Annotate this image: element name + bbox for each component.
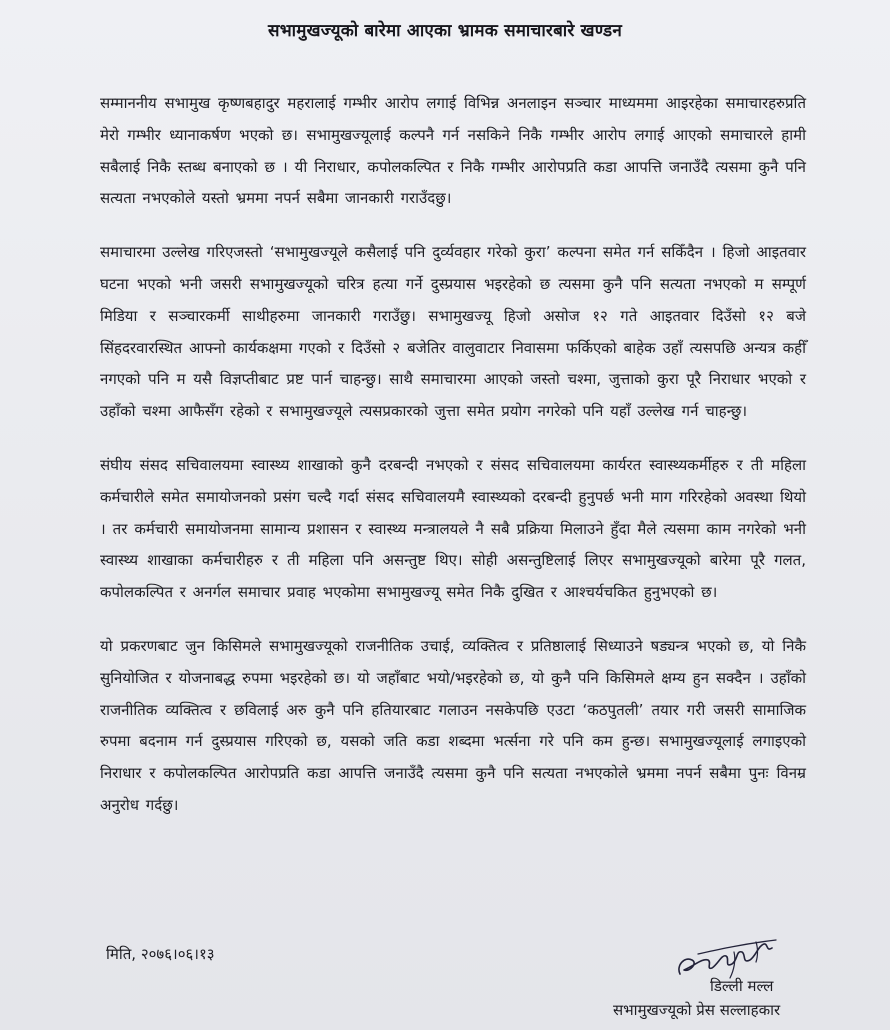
signer-name: डिल्ली मल्ल (710, 977, 774, 995)
paragraph-4: यो प्रकरणबाट जुन किसिमले सभामुखज्यूको राजनीतिक उचाई, व्यक्तित्व र प्रतिष्ठालाई सिध्याउने षड्यन्त्र भएको छ, यो निकै सुनियोजित र योजनाबद्ध रुपमा भइरहेको छ। यो जहाँबाट भयो/भइरहेको छ, यो कुनै पनि किसिमले क्षम्य हुन सक्दैन । उहाँको राजनीतिक व्यक्तित्व र छविलाई अरु कुनै पनि हतियारबाट गलाउन नसकेपछि एउटा ‘कठपुतली’ तयार गरी जसरी सामाजिक रुपमा बदनाम गर्न दुस्प्रयास गरिएको छ, यसको जति कडा शब्दमा भर्त्सना गरे पनि कम हुन्छ। सभामुखज्यूलाई लगाइएको निराधार र कपोलकल्पित आरोपप्रति कडा आपत्ति जनाउँदै त्यसमा कुनै पनि सत्यता नभएकोले भ्रममा नपर्न सबैमा पुनः विनम्र अनुरोध गर्दछु। (100, 636, 806, 814)
signer-title: सभामुखज्यूको प्रेस सल्लाहकार (613, 1001, 781, 1019)
paragraph-1: सम्माननीय सभामुख कृष्णबहादुर महरालाई गम्भीर आरोप लगाई विभिन्न अनलाइन सञ्चार माध्यममा आइरहेका समाचारहरुप्रति मेरो गम्भीर ध्यानाकर्षण भएको छ। सभामुखज्यूलाई कल्पनै गर्न नसकिने निकै गम्भीर आरोप लगाई आएको समाचारले हामी सबैलाई निकै स्तब्ध बनाएको छ । यी निराधार, कपोलकल्पित र निकै गम्भीर आरोपप्रति कडा आपत्ति जनाउँदै त्यसमा कुनै पनि सत्यता नभएकोले यस्तो भ्रममा नपर्न सबैमा जानकारी गराउँदछु। (100, 94, 806, 208)
document-title: सभामुखज्यूको बारेमा आएका भ्रामक समाचारबारे खण्डन (268, 21, 622, 41)
document-date: मिति, २०७६।०६।१३ (106, 945, 215, 963)
paragraph-2: समाचारमा उल्लेख गरिएजस्तो ‘सभामुखज्यूले कसैलाई पनि दुर्व्यवहार गरेको कुरा’ कल्पना समेत गर्न सकिँदैन । हिजो आइतवार घटना भएको भनी जसरी सभामुखज्यूको चरित्र हत्या गर्ने दुस्प्रयास भइरहेको छ त्यसमा कुनै पनि सत्यता नभएको म सम्पूर्ण मिडिया र सञ्चारकर्मी साथीहरुमा जानकारी गराउँछु। सभामुखज्यू हिजो असोज १२ गते आइतवार दिउँसो १२ बजे सिंहदरवारस्थित आफ्नो कार्यकक्षमा गएको र दिउँसो २ बजेतिर वालुवाटार निवासमा फर्किएको बाहेक उहाँ त्यसपछि अन्यत्र कहीँ नगएको पनि म यसै विज्ञप्तीबाट प्रष्ट पार्न चाहन्छु। साथै समाचारमा आएको जस्तो चश्मा, जुत्ताको कुरा पूरै निराधार भएको र उहाँको चश्मा आफैसँग रहेको र सभामुखज्यूले त्यसप्रकारको जुत्ता समेत प्रयोग नगरेको पनि यहाँ उल्लेख गर्न चाहन्छु। (100, 243, 806, 421)
document-body (100, 88, 806, 844)
paragraph-3: संघीय संसद सचिवालयमा स्वास्थ्य शाखाको कुनै दरबन्दी नभएको र संसद सचिवालयमा कार्यरत स्वास्थ्यकर्मीहरु र ती महिला कर्मचारीले समेत समायोजनको प्रसंग चल्दै गर्दा संसद सचिवालयमै स्वास्थ्यको दरबन्दी हुनुपर्छ भनी माग गरिरहेको अवस्था थियो । तर कर्मचारी समायोजनमा सामान्य प्रशासन र स्वास्थ्य मन्त्रालयले नै सबै प्रक्रिया मिलाउने हुँदा मैले त्यसमा काम नगरेको भनी स्वास्थ्य शाखाका कर्मचारीहरु र ती महिला पनि असन्तुष्ट थिए। सोही असन्तुष्टिलाई लिएर सभामुखज्यूको बारेमा पूरै गलत, कपोलकल्पित र अनर्गल समाचार प्रवाह भएकोमा सभामुखज्यू समेत निकै दुखित र आश्चर्यचकित हुनुभएको छ। (100, 455, 806, 602)
